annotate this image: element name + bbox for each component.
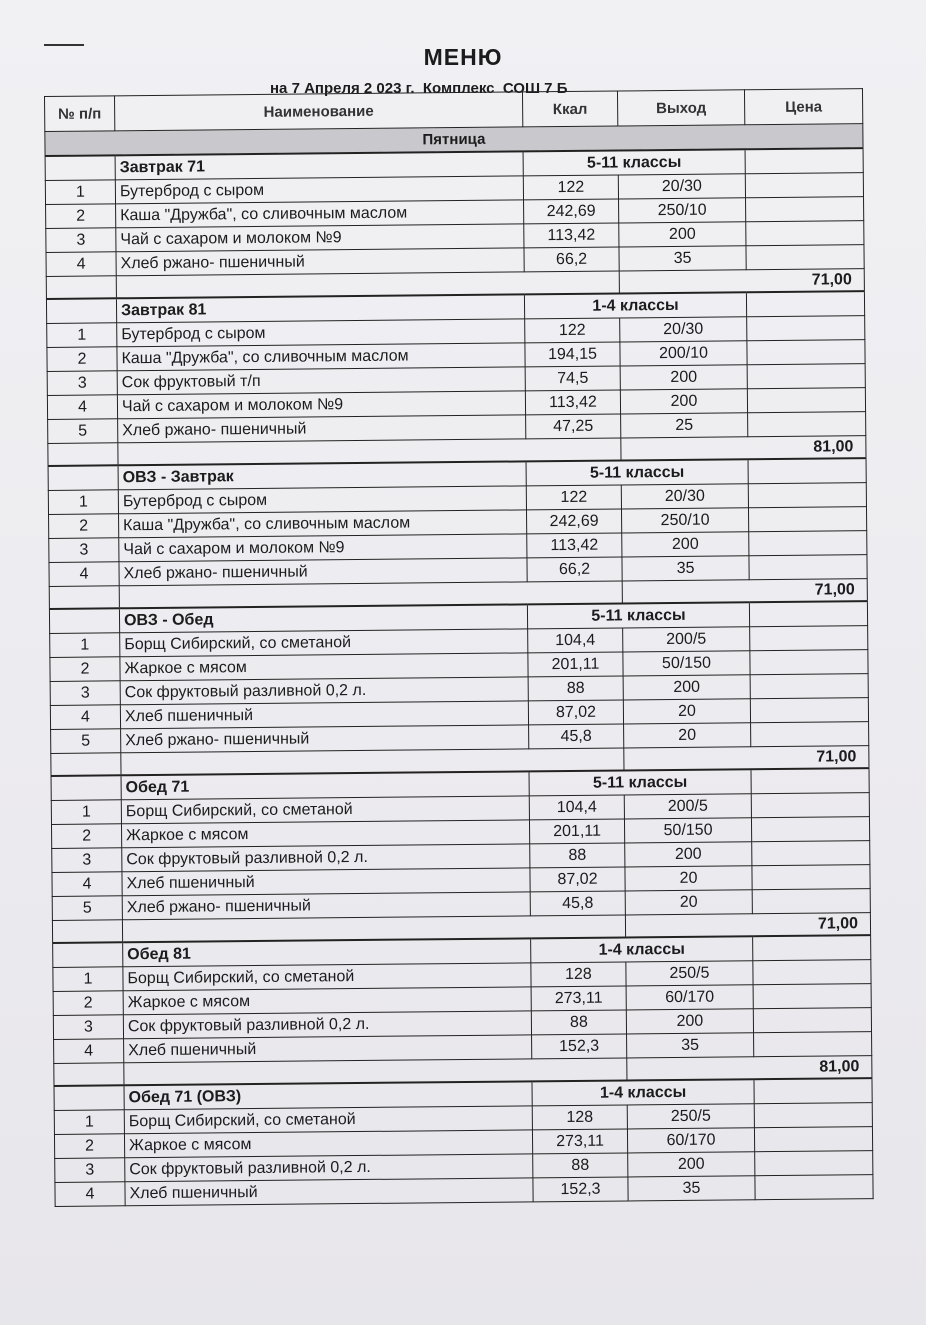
section-spacer [46,298,116,323]
item-output: 200 [620,389,747,414]
section-total-price: 81,00 [627,1056,872,1081]
item-output: 20/30 [618,174,745,199]
item-output: 35 [627,1033,754,1058]
section-price-spacer [753,935,871,961]
item-output: 20 [625,890,752,915]
item-kcal: 45,8 [529,724,624,749]
section-name: ОВЗ - Обед [119,604,527,632]
item-name: Сок фруктовый разливной 0,2 л. [123,1011,531,1039]
total-spacer [46,276,116,299]
item-kcal: 273,11 [531,986,626,1011]
item-output: 50/150 [623,651,750,676]
item-number: 1 [48,490,118,515]
item-price [747,340,865,365]
item-name: Хлеб пшеничный [120,701,528,729]
item-name: Борщ Сибирский, со сметаной [121,796,529,824]
item-kcal: 152,3 [532,1034,627,1059]
item-price [751,722,869,747]
item-name: Хлеб ржано- пшеничный [122,892,530,920]
item-kcal: 87,02 [530,867,625,892]
item-output: 250/10 [619,198,746,223]
item-output: 25 [621,413,748,438]
item-name: Чай с сахаром и молоком №9 [119,534,527,562]
item-number: 3 [53,1015,123,1040]
item-number: 2 [46,204,116,229]
item-output: 250/5 [626,961,753,986]
item-output: 200 [622,532,749,557]
item-price [755,1151,873,1176]
item-kcal: 122 [523,175,618,200]
item-output: 20 [623,699,750,724]
item-number: 2 [53,991,123,1016]
item-output: 60/170 [626,985,753,1010]
item-price [747,364,865,389]
item-name: Каша "Дружба", со сливочным маслом [117,343,525,371]
item-number: 1 [47,323,117,348]
item-name: Сок фруктовый разливной 0,2 л. [120,677,528,705]
item-name: Борщ Сибирский, со сметаной [124,1106,532,1134]
item-number: 1 [45,180,115,205]
item-output: 20 [624,723,751,748]
item-kcal: 194,15 [525,342,620,367]
item-price [749,531,867,556]
item-price [752,841,870,866]
item-number: 4 [47,395,117,420]
item-price [746,245,864,270]
item-output: 35 [622,556,749,581]
item-kcal: 201,11 [528,652,623,677]
section-name: Обед 81 [123,938,531,966]
item-number: 2 [49,514,119,539]
item-price [748,507,866,532]
item-number: 2 [51,824,121,849]
section-total-price: 71,00 [625,913,870,938]
item-output: 60/170 [627,1128,754,1153]
item-output: 20 [625,866,752,891]
section-spacer [51,775,121,800]
item-number: 2 [54,1134,124,1159]
item-price [750,674,868,699]
item-number: 5 [52,896,122,921]
page-title: МЕНЮ [423,44,503,70]
item-kcal: 47,25 [526,414,621,439]
item-output: 35 [619,246,746,271]
menu-table-wrapper [44,88,874,1207]
total-spacer [51,753,121,776]
item-name: Каша "Дружба", со сливочным маслом [116,200,524,228]
item-name: Чай с сахаром и молоком №9 [117,391,525,419]
item-number: 4 [50,705,120,730]
item-price [746,221,864,246]
item-name: Хлеб пшеничный [125,1178,533,1206]
day-label: Пятница [45,124,863,156]
item-number: 1 [54,1110,124,1135]
item-price [752,865,870,890]
col-header-name: Наименование [115,92,523,131]
item-kcal: 66,2 [524,247,619,272]
section-total-price: 71,00 [622,579,867,604]
item-number: 3 [50,681,120,706]
item-name: Хлеб ржано- пшеничный [119,558,527,586]
item-output: 200/5 [624,794,751,819]
menu-table [44,88,874,1207]
item-name: Бутерброд с сыром [117,319,525,347]
item-output: 250/5 [627,1104,754,1129]
section-group: 5-11 классы [526,459,748,486]
item-kcal: 273,11 [532,1129,627,1154]
item-price [754,1103,872,1128]
item-kcal: 113,42 [525,390,620,415]
section-price-spacer [749,601,867,627]
item-number: 3 [46,228,116,253]
item-kcal: 66,2 [527,557,622,582]
section-group: 1-4 классы [524,292,746,319]
item-output: 200 [628,1152,755,1177]
item-number: 3 [52,848,122,873]
item-number: 3 [47,371,117,396]
section-spacer [45,155,115,180]
page-subtitle: на 7 Апреля 2 023 г. Комплекс СОШ 7 Б [270,80,568,97]
section-group: 5-11 классы [529,769,751,796]
item-number: 2 [47,347,117,372]
section-price-spacer [745,148,863,174]
item-output: 200 [626,1009,753,1034]
item-price [755,1175,873,1200]
item-name: Хлеб ржано- пшеничный [116,248,524,276]
item-output: 200 [623,675,750,700]
item-price [745,173,863,198]
item-price [753,1008,871,1033]
item-name: Сок фруктовый разливной 0,2 л. [122,844,530,872]
section-spacer [49,608,119,633]
item-kcal: 113,42 [527,533,622,558]
section-name: Обед 71 [121,771,529,799]
item-price [747,388,865,413]
item-name: Хлеб пшеничный [124,1035,532,1063]
item-number: 4 [55,1182,125,1207]
item-price [747,316,865,341]
section-group: 1-4 классы [532,1079,754,1106]
item-kcal: 122 [526,485,621,510]
item-number: 5 [48,419,118,444]
section-spacer [48,465,118,490]
section-total-price: 71,00 [624,746,869,771]
item-price [752,889,870,914]
item-kcal: 88 [531,1010,626,1035]
item-kcal: 88 [530,843,625,868]
item-name: Бутерброд с сыром [118,486,526,514]
section-name: Завтрак 81 [116,294,524,322]
item-output: 200/5 [623,627,750,652]
section-total-price: 71,00 [619,269,864,294]
col-header-kcal: Ккал [522,91,617,127]
item-price [753,984,871,1009]
col-header-price: Цена [744,89,862,125]
section-group: 5-11 классы [527,602,749,629]
item-number: 4 [52,872,122,897]
item-kcal: 45,8 [530,891,625,916]
item-price [751,793,869,818]
item-kcal: 113,42 [524,223,619,248]
item-price [750,698,868,723]
item-kcal: 128 [532,1105,627,1130]
item-name: Борщ Сибирский, со сметаной [120,629,528,657]
item-price [754,1032,872,1057]
item-number: 5 [51,729,121,754]
section-group: 5-11 классы [523,149,745,176]
section-name: ОВЗ - Завтрак [118,461,526,489]
item-price [748,412,866,437]
section-group: 1-4 классы [531,936,753,963]
item-kcal: 74,5 [525,366,620,391]
item-price [750,626,868,651]
section-price-spacer [748,458,866,484]
item-price [753,960,871,985]
item-number: 4 [49,562,119,587]
item-name: Чай с сахаром и молоком №9 [116,224,524,252]
item-kcal: 122 [525,318,620,343]
item-number: 4 [54,1039,124,1064]
item-output: 20/30 [621,484,748,509]
item-price [749,555,867,580]
item-number: 1 [50,633,120,658]
section-spacer [54,1085,124,1110]
total-spacer [48,443,118,466]
item-name: Хлеб ржано- пшеничный [121,725,529,753]
section-price-spacer [754,1078,872,1104]
item-output: 50/150 [624,818,751,843]
item-output: 250/10 [621,508,748,533]
total-spacer [49,586,119,609]
item-name: Каша "Дружба", со сливочным маслом [119,510,527,538]
menu-body [45,124,873,1207]
item-kcal: 104,4 [528,628,623,653]
item-kcal: 242,69 [526,509,621,534]
item-number: 4 [46,252,116,277]
item-name: Сок фруктовый т/п [117,367,525,395]
item-number: 1 [53,967,123,992]
item-name: Жаркое с мясом [121,820,529,848]
item-name: Жаркое с мясом [124,1130,532,1158]
item-output: 35 [628,1176,755,1201]
item-kcal: 152,3 [533,1177,628,1202]
section-spacer [53,942,123,967]
item-name: Борщ Сибирский, со сметаной [123,963,531,991]
item-name: Хлеб ржано- пшеничный [118,415,526,443]
item-price [750,650,868,675]
item-price [746,197,864,222]
item-output: 200/10 [620,341,747,366]
total-spacer [52,920,122,943]
item-price [754,1127,872,1152]
item-number: 2 [50,657,120,682]
item-output: 20/30 [620,317,747,342]
item-kcal: 87,02 [528,700,623,725]
section-name: Обед 71 (ОВЗ) [124,1081,532,1109]
item-number: 3 [49,538,119,563]
item-output: 200 [625,842,752,867]
item-name: Сок фруктовый разливной 0,2 л. [125,1154,533,1182]
section-price-spacer [746,291,864,317]
item-price [751,817,869,842]
item-kcal: 201,11 [529,819,624,844]
item-name: Бутерброд с сыром [115,176,523,204]
item-kcal: 128 [531,962,626,987]
item-number: 3 [55,1158,125,1183]
col-header-number: № п/п [45,96,115,132]
item-output: 200 [619,222,746,247]
item-name: Жаркое с мясом [120,653,528,681]
section-price-spacer [751,768,869,794]
total-spacer [54,1063,124,1086]
item-output: 200 [620,365,747,390]
section-total-price: 81,00 [621,436,866,461]
section-name: Завтрак 71 [115,151,523,179]
item-number: 1 [51,800,121,825]
item-kcal: 88 [528,676,623,701]
item-kcal: 242,69 [524,199,619,224]
item-name: Хлеб пшеничный [122,868,530,896]
item-name: Жаркое с мясом [123,987,531,1015]
col-header-output: Выход [617,90,744,126]
item-price [748,483,866,508]
item-kcal: 88 [533,1153,628,1178]
item-kcal: 104,4 [529,795,624,820]
